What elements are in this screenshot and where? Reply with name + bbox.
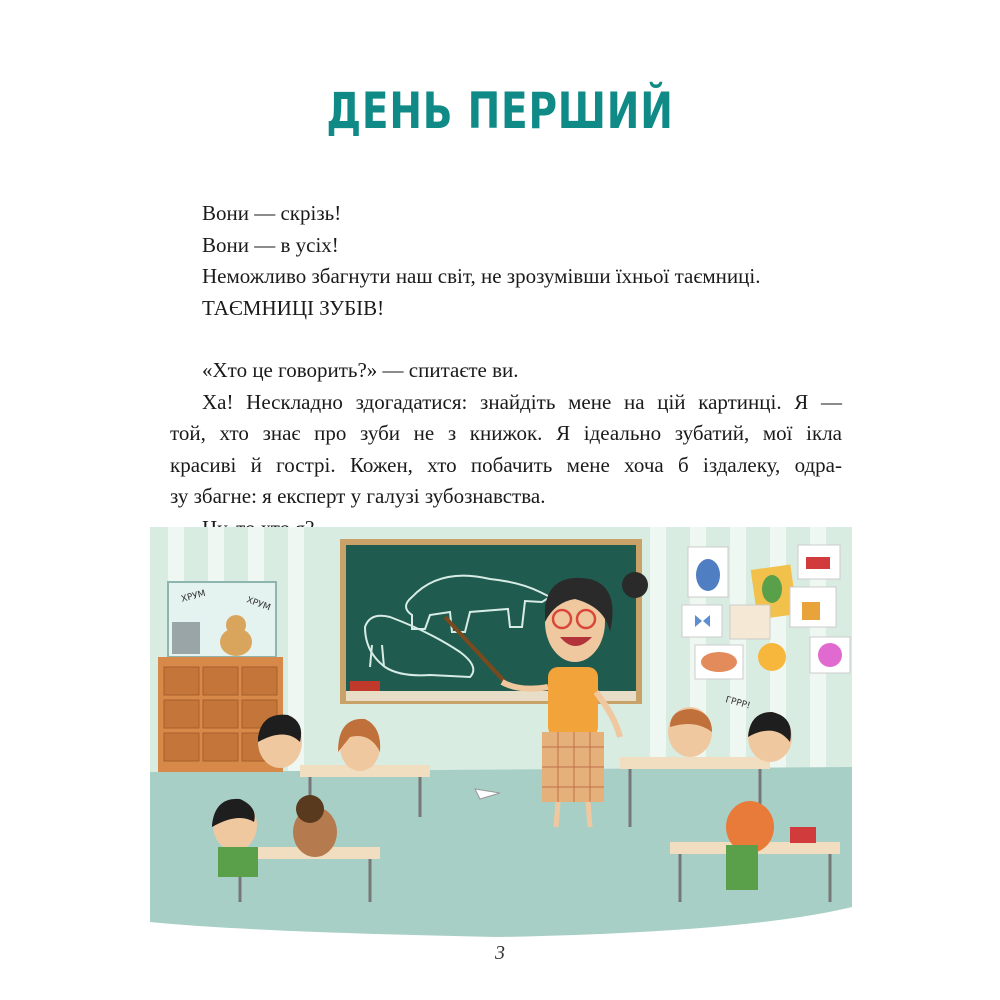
page-number: 3: [495, 942, 505, 964]
text-line: той, хто знає про зуби не з книжок. Я ідеально зубатий, мої ікла: [170, 421, 842, 445]
text-line: Неможливо збагнути наш світ, не зрозумівши їхньої таємниці.: [202, 264, 761, 288]
text-line: «Хто це говорить?» — спитаєте ви.: [202, 358, 519, 382]
sound-effect-kid: ГРРР!: [724, 695, 752, 712]
text-line: Вони — в усіх!: [202, 232, 339, 257]
body-text: [170, 198, 842, 544]
classroom-illustration: [150, 527, 852, 937]
sound-effect-left: ХРУМ: [180, 588, 207, 605]
sound-effect-right: ХРУМ: [244, 595, 272, 614]
text-line: зу збагне: я експерт у галузі зубознавства.: [170, 484, 546, 508]
text-line: Вони — скрізь!: [202, 201, 342, 225]
text-line: красиві й гострі. Кожен, хто побачить мене хоча б іздалеку, одра-: [170, 452, 842, 477]
text-line: Ха! Нескладно здогадатися: знайдіть мене на цій картинці. Я —: [202, 389, 842, 414]
text-line: ТАЄМНИЦІ ЗУБІВ!: [202, 295, 385, 320]
chapter-title: ДЕНЬ ПЕРШИЙ: [326, 82, 674, 140]
board-eraser: [350, 681, 380, 691]
